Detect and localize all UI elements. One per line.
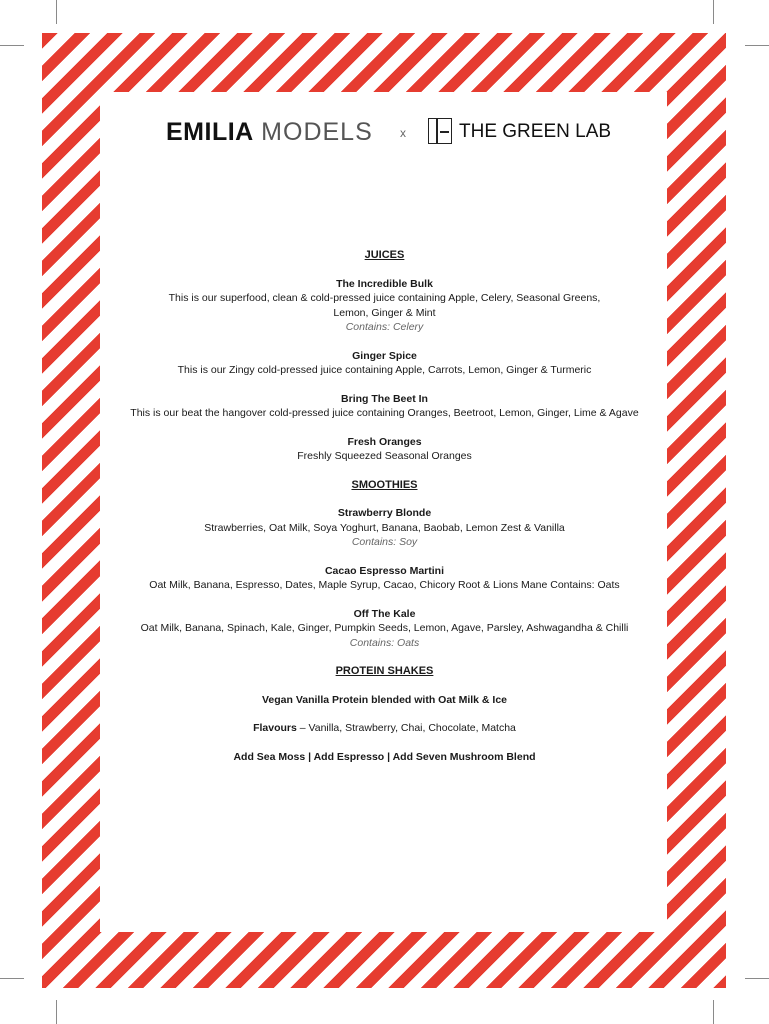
item-name: The Incredible Bulk <box>336 277 433 290</box>
flavours-list: – Vanilla, Strawberry, Chai, Chocolate, Matcha <box>299 722 516 734</box>
item-name: Fresh Oranges <box>347 435 422 448</box>
menu-item <box>100 506 669 550</box>
section-title-juices: JUICES <box>364 249 405 261</box>
addons-line: Add Sea Moss | Add Espresso | Add Seven Mushroom Blend <box>233 750 536 763</box>
crop-mark <box>713 0 714 24</box>
logo-light-text: MODELS <box>261 118 373 146</box>
crop-mark <box>745 45 769 46</box>
menu-item <box>100 392 669 421</box>
crop-mark <box>0 978 24 979</box>
flavours-label: Flavours <box>253 722 297 734</box>
green-lab-logo-icon <box>428 118 452 144</box>
emilia-models-logo <box>166 117 373 147</box>
crop-mark <box>713 1000 714 1024</box>
menu-item <box>100 564 669 593</box>
section-title-smoothies: SMOOTHIES <box>351 478 418 491</box>
section-title-protein-shakes: PROTEIN SHAKES <box>335 665 434 677</box>
item-description: This is our Zingy cold-pressed juice containing Apple, Carrots, Lemon, Ginger & Turmeric <box>177 364 592 376</box>
item-allergen: Contains: Oats <box>349 636 420 649</box>
logo-bold-text: EMILIA <box>166 118 254 146</box>
item-name: Off The Kale <box>353 607 416 620</box>
menu-item <box>100 349 669 378</box>
menu-item <box>100 435 669 464</box>
crop-mark <box>56 0 57 24</box>
crop-mark <box>56 1000 57 1024</box>
item-description: This is our superfood, clean & cold-pressed juice containing Apple, Celery, Seasonal Greens, <box>168 292 601 304</box>
item-description: This is our beat the hangover cold-pressed juice containing Oranges, Beetroot, Lemon, Ginger, Lime & Agave <box>130 407 639 419</box>
crop-mark <box>745 978 769 979</box>
crop-mark <box>0 45 24 46</box>
item-name: Strawberry Blonde <box>337 507 432 519</box>
collab-separator: x <box>400 126 406 140</box>
item-name: Cacao Espresso Martini <box>324 564 445 577</box>
item-allergen: Contains: Celery <box>345 321 424 333</box>
flavours-line <box>100 721 669 736</box>
protein-base: Vegan Vanilla Protein blended with Oat Milk & Ice <box>261 693 508 706</box>
menu-content <box>100 248 669 778</box>
item-allergen: Contains: Soy <box>351 536 418 548</box>
header-logos <box>0 117 769 149</box>
item-description: Oat Milk, Banana, Spinach, Kale, Ginger, Pumpkin Seeds, Lemon, Agave, Parsley, Ashwagandha & Chilli <box>140 622 629 634</box>
item-description: Freshly Squeezed Seasonal Oranges <box>297 450 472 462</box>
menu-item <box>100 607 669 651</box>
item-description: Lemon, Ginger & Mint <box>333 306 436 319</box>
item-description: Oat Milk, Banana, Espresso, Dates, Maple Syrup, Cacao, Chicory Root & Lions Mane Contains: Oats <box>149 579 620 591</box>
item-name: Bring The Beet In <box>341 392 428 405</box>
item-name: Ginger Spice <box>352 349 417 362</box>
item-description: Strawberries, Oat Milk, Soya Yoghurt, Banana, Baobab, Lemon Zest & Vanilla <box>204 521 565 534</box>
green-lab-logo-text: THE GREEN LAB <box>459 121 612 142</box>
menu-item <box>100 277 669 335</box>
